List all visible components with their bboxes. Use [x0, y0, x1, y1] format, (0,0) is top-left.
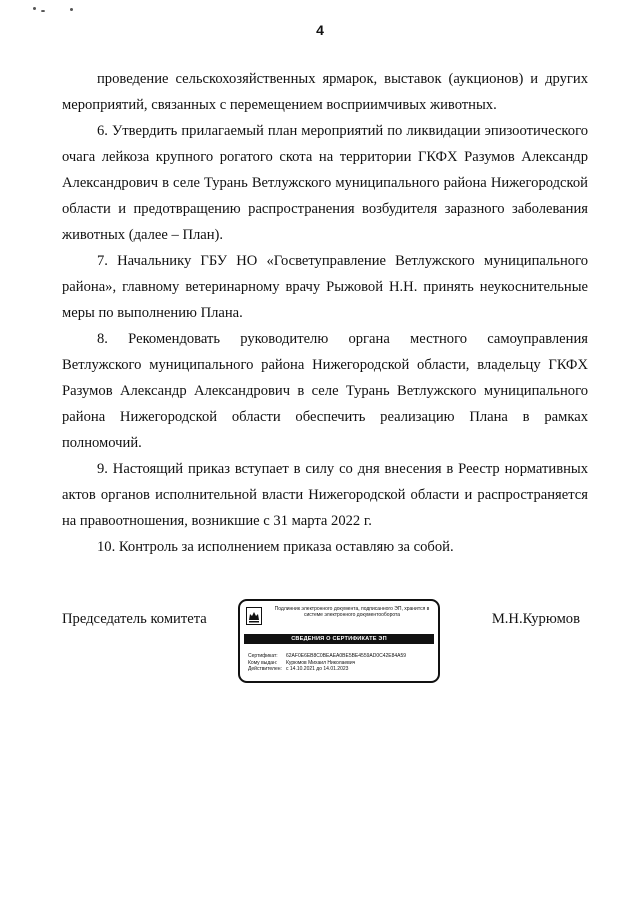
signatory-name: М.Н.Курюмов [491, 611, 580, 627]
certificate-details [248, 653, 438, 673]
electronic-signature-stamp [238, 599, 440, 683]
paragraph-item-8: 8. Рекомендовать руководителю органа местного самоуправления Ветлужского муниципального района Нижегородской области, владельцу ГКФХ Разумов Александр Александрович в селе Турань Ветлужского муниципального района Нижегородской области обеспечить реализацию Плана в рамках полномочий. [62, 331, 588, 451]
signatory-title: Председатель комитета [62, 611, 207, 627]
document-body [62, 66, 588, 560]
page-number: 4 [316, 22, 324, 38]
signature-block [62, 599, 588, 689]
scan-speck [33, 7, 36, 10]
paragraph-continuation: проведение сельскохозяйственных ярмарок, выставок (аукционов) и других мероприятий, связанных с перемещением восприимчивых животных. [62, 71, 588, 113]
paragraph-item-9: 9. Настоящий приказ вступает в силу со дня внесения в Реестр нормативных актов органов исполнительной власти Нижегородской области и распространяется на правоотношения, возникшие с 31 марта 2022 г. [62, 461, 588, 529]
certificate-line: Сертификат: 62AF0E6EB8C0BEAEA0BE5BE4559AD0C42E84A59 [248, 653, 407, 659]
stamp-title-bar: СВЕДЕНИЯ О СЕРТИФИКАТЕ ЭП [244, 634, 434, 644]
scan-speck [70, 8, 73, 11]
validity-line: Действителен: с 14.10.2021 до 14.01.2023 [248, 666, 349, 672]
coat-of-arms-icon [246, 607, 262, 625]
paragraph-item-6: 6. Утвердить прилагаемый план мероприятий по ликвидации эпизоотического очага лейкоза крупного рогатого скота на территории ГКФХ Разумов Александр Александрович в селе Турань Ветлужского муниципального района Нижегородской области и предотвращению распространения возбудителя заразного заболевания животных (далее – План). [62, 123, 588, 243]
paragraph-item-7: 7. Начальнику ГБУ НО «Госветуправление Ветлужского муниципального района», главному ветеринарному врачу Рыжовой Н.Н. принять неукоснительные меры по выполнению Плана. [62, 253, 588, 321]
issued-to-line: Кому выдан: Курюмов Михаил Николаевич [248, 659, 356, 666]
stamp-header: Подлинник электронного документа, подписанного ЭП, хранится в системе электронного документооборота [274, 606, 430, 618]
paragraph-item-10: 10. Контроль за исполнением приказа оставляю за собой. [97, 539, 454, 555]
scan-speck [41, 10, 45, 12]
